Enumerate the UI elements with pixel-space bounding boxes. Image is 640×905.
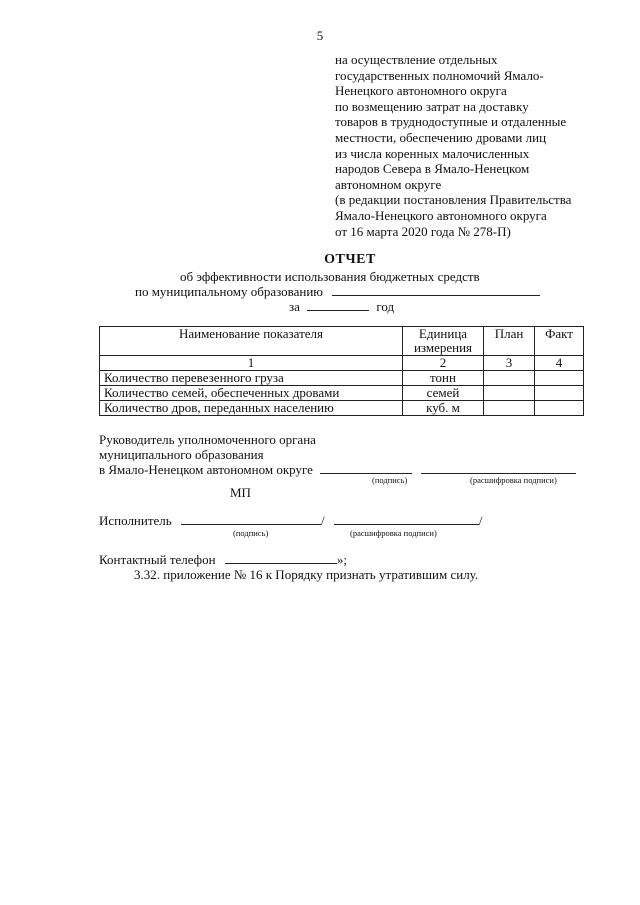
row-fact [535, 401, 584, 416]
reference-line: Ямало-Ненецкого автономного округа [335, 207, 547, 223]
contact-label: Контактный телефон [99, 552, 216, 567]
municipality-blank [332, 284, 540, 296]
row-name: Количество перевезенного груза [100, 371, 403, 386]
header-unit-line1: Единица [418, 326, 468, 341]
reference-line: по возмещению затрат на доставку [335, 98, 529, 114]
reference-line: из числа коренных малочисленных [335, 145, 530, 161]
executor-label: Исполнитель [99, 513, 172, 528]
header-unit-line2: измерения [413, 340, 473, 355]
row-unit: семей [403, 386, 484, 401]
row-plan [484, 371, 535, 386]
head-transcript-blank [421, 462, 576, 474]
head-line-1: Руководитель уполномоченного органа [99, 432, 316, 447]
reference-line: от 16 марта 2020 года № 278-П) [335, 223, 511, 239]
header-plan: План [484, 327, 535, 356]
period-prefix: за [289, 299, 300, 314]
reference-line: народов Севера в Ямало-Ненецком [335, 161, 530, 177]
table-header-row [100, 327, 584, 356]
head-line-2: муниципального образования [99, 447, 264, 462]
municipality-line [135, 284, 540, 300]
period-suffix: год [376, 299, 395, 314]
executor-transcript-caption: (расшифровка подписи) [350, 528, 437, 538]
transcript-caption: (расшифровка подписи) [470, 475, 557, 485]
municipality-label: по муниципальному образованию [135, 284, 324, 299]
reference-line: на осуществление отдельных [335, 52, 498, 67]
executor-transcript-blank [334, 513, 479, 525]
stamp-label: МП [230, 485, 251, 500]
executor-signature-caption: (подпись) [233, 528, 269, 538]
reference-line: государственных полномочий Ямало- [335, 67, 544, 83]
row-fact [535, 386, 584, 401]
reference-block [335, 52, 635, 239]
reference-line: Ненецкого автономного округа [335, 83, 507, 99]
contact-suffix: »; [336, 552, 347, 567]
head-line-3-text: в Ямало-Ненецком автономном округе [99, 462, 313, 477]
period-line [289, 299, 394, 315]
header-name: Наименование показателя [100, 327, 403, 356]
column-number: 1 [100, 356, 403, 371]
signature-caption: (подпись) [372, 475, 408, 485]
table-row [100, 401, 584, 416]
reference-line: товаров в труднодоступные и отдаленные [335, 114, 567, 130]
row-name: Количество семей, обеспеченных дровами [100, 386, 403, 401]
row-plan [484, 401, 535, 416]
executor-signature-blank [181, 513, 321, 525]
row-unit: куб. м [403, 401, 484, 416]
report-subtitle: об эффективности использования бюджетных средств [180, 269, 480, 284]
header-unit [403, 327, 484, 356]
header-fact: Факт [535, 327, 584, 356]
row-name: Количество дров, переданных населению [100, 401, 403, 416]
table-row [100, 386, 584, 401]
closing-paragraph: 3.32. приложение № 16 к Порядку признать утратившим силу. [134, 567, 479, 582]
reference-line: (в редакции постановления Правительства [335, 192, 572, 208]
row-plan [484, 386, 535, 401]
row-unit: тонн [403, 371, 484, 386]
contact-blank [225, 552, 337, 564]
row-fact [535, 371, 584, 386]
report-table [99, 326, 584, 416]
head-signature-blank [320, 462, 412, 474]
page-number: 5 [316, 28, 324, 43]
reference-line: местности, обеспечению дровами лиц [335, 129, 547, 145]
column-number: 2 [403, 356, 484, 371]
separator: / [478, 513, 483, 528]
contact-line [99, 552, 347, 568]
table-numbering-row [100, 356, 584, 371]
period-blank [307, 299, 369, 311]
reference-line: автономном округе [335, 176, 442, 192]
report-title: ОТЧЕТ [324, 252, 376, 267]
column-number: 3 [484, 356, 535, 371]
table-row [100, 371, 584, 386]
executor-line [99, 513, 482, 529]
column-number: 4 [535, 356, 584, 371]
separator: / [320, 513, 325, 528]
